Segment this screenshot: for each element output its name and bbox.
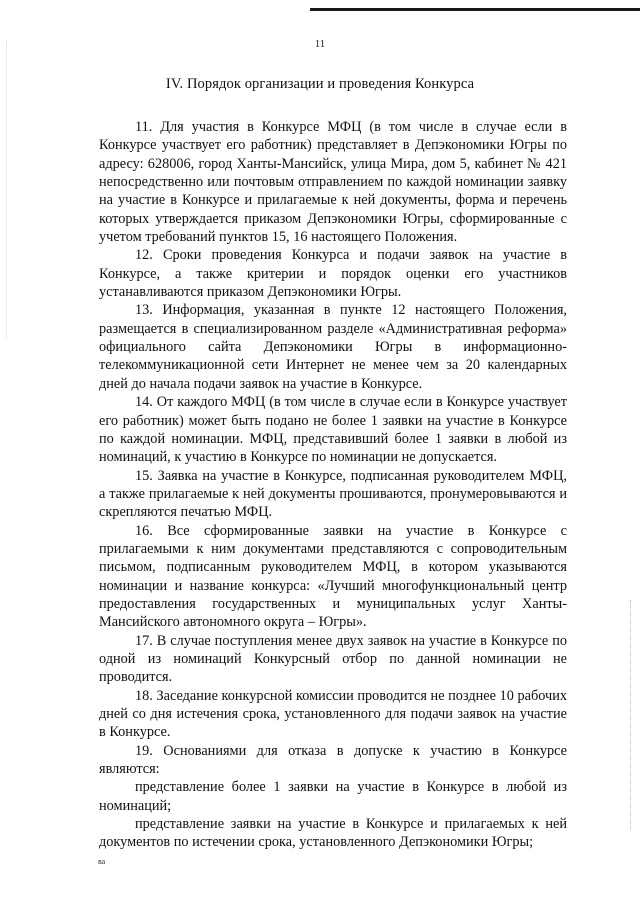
paragraph-19: 19. Основаниями для отказа в допуске к участию в Конкурсе являются: bbox=[99, 742, 567, 778]
section-heading: IV. Порядок организации и проведения Конкурса bbox=[165, 76, 475, 92]
paragraph-11: 11. Для участия в Конкурсе МФЦ (в том числе в случае если в Конкурсе участвует его работник) представляет в Депэкономики Югры по адресу: 628006, город Ханты-Мансийск, улица Мира, дом 5, кабинет № 421 непосредственно или почтовым отправлением по каждой номинации заявку на участие в Конкурсе и прилагаемые к ней документы, форма и перечень которых утверждается приказом Депэкономики Югры, сформированные с учетом требований пунктов 15, 16 настоящего Положения. bbox=[99, 119, 567, 246]
paragraph-19-item-2: представление заявки на участие в Конкурсе и прилагаемых к ней документов по истечении срока, установленного Депэкономики Югры; bbox=[99, 816, 567, 851]
paragraph-13: 13. Информация, указанная в пункте 12 настоящего Положения, размещается в специализированном разделе «Административная реформа» официального сайта Депэкономики Югры в информационно-телекоммуникационной сети Интернет не менее чем за 20 календарных дней до начала подачи заявок на участие в Конкурсе. bbox=[99, 302, 567, 392]
paragraph-17: 17. В случае поступления менее двух заявок на участие в Конкурсе по одной из номинаций Конкурсный отбор по данной номинации не проводится. bbox=[99, 632, 567, 686]
paragraph-16: 16. Все сформированные заявки на участие в Конкурсе с прилагаемыми к ним документами представляются с сопроводительным письмом, подписанным руководителем МФЦ, в котором указываются номинации и название конкурса: «Лучший многофункциональный центр предоставления государственных и муниципальных услуг Ханты-Мансийского автономного округа – Югры». bbox=[99, 522, 567, 631]
scan-edge-right bbox=[630, 600, 632, 830]
footer-mark: ва bbox=[98, 857, 106, 866]
body-text bbox=[99, 118, 567, 852]
paragraph-18: 18. Заседание конкурсной комиссии проводится не позднее 10 рабочих дней со дня истечения срока, установленного для подачи заявок на участие в Конкурсе. bbox=[99, 687, 567, 741]
top-rule bbox=[310, 8, 640, 11]
page-number: 11 bbox=[314, 38, 326, 50]
paragraph-15: 15. Заявка на участие в Конкурсе, подписанная руководителем МФЦ, а также прилагаемые к ней документы прошиваются, пронумеровываются и скрепляются печатью МФЦ. bbox=[99, 467, 567, 521]
paragraph-12: 12. Сроки проведения Конкурса и подачи заявок на участие в Конкурсе, а также критерии и порядок оценки его участников устанавливаются приказом Депэкономики Югры. bbox=[99, 247, 567, 301]
paragraph-14: 14. От каждого МФЦ (в том числе в случае если в Конкурсе участвует его работник) может быть подано не более 1 заявки на участие в Конкурсе по каждой номинации. МФЦ, представивший более 1 заявки в любой из номинаций, к участию в Конкурсе по номинации не допускается. bbox=[99, 394, 567, 466]
paragraph-19-item-1: представление более 1 заявки на участие в Конкурсе в любой из номинаций; bbox=[99, 779, 567, 814]
